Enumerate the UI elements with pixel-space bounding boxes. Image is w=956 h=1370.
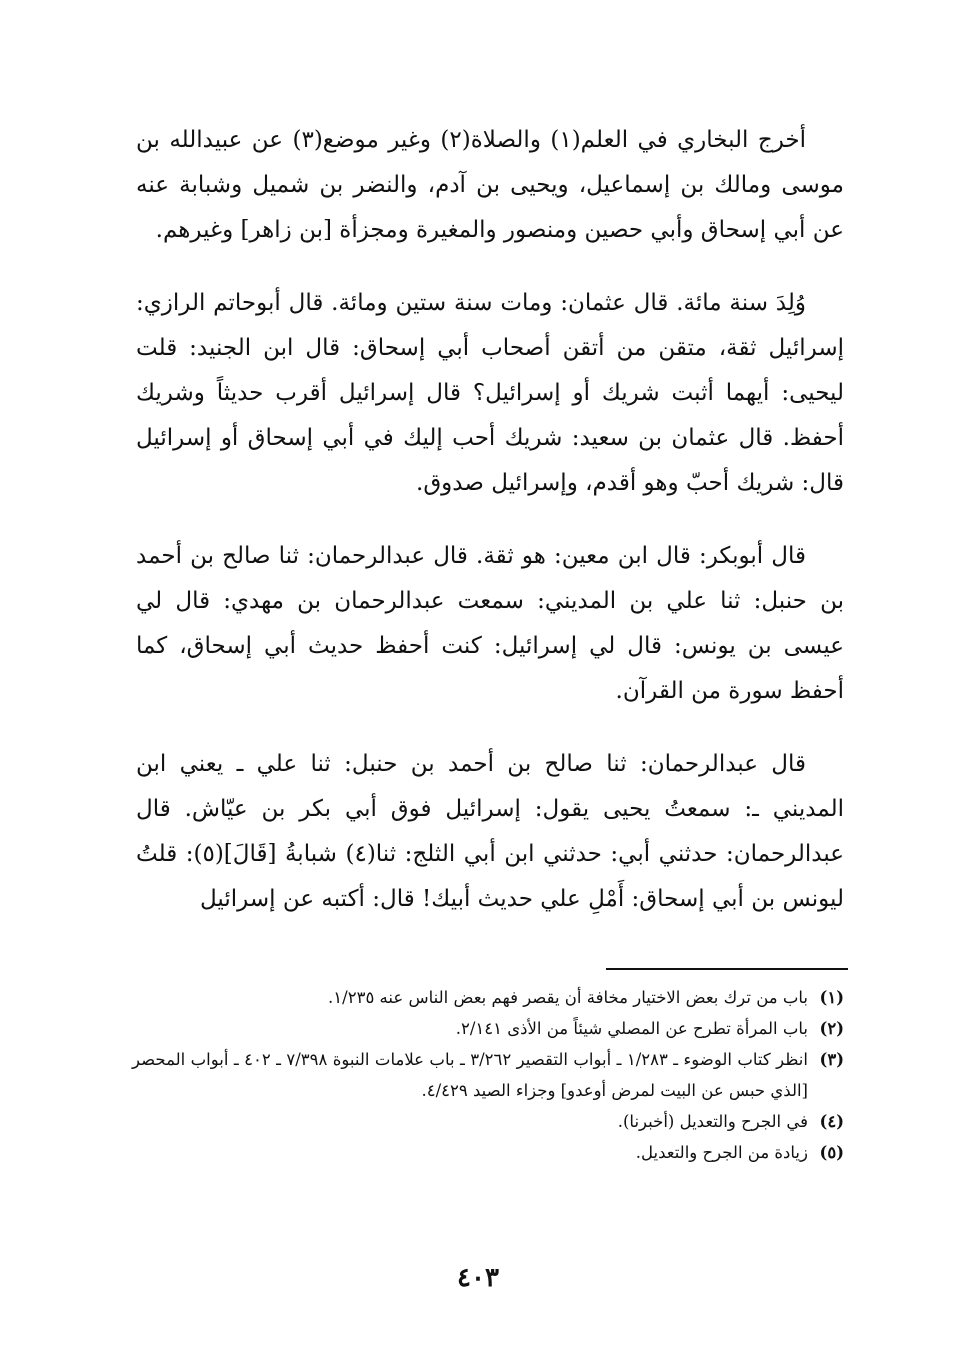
- footnote: [132, 1137, 844, 1168]
- footnote: [132, 982, 844, 1013]
- footnote-number: (٥): [819, 1143, 844, 1162]
- paragraph: أخرج البخاري في العلم(١) والصلاة(٢) وغير موضع(٣) عن عبيدالله بن موسى ومالك بن إسماعيل، ويحيى بن آدم، والنضر بن شميل وشبابة عنه عن أبي إسحاق وأبي حصين ومنصور والمغيرة ومجزأة [بن زاهر] وغيرهم.: [136, 127, 844, 243]
- footnote-text: زيادة من الجرح والتعديل.: [635, 1143, 808, 1162]
- footnotes: [132, 982, 844, 1168]
- footnote-text: انظر كتاب الوضوء ـ ١/٢٨٣ ـ أبواب التقصير ٣/٢٦٢ ـ باب علامات النبوة ٧/٣٩٨ ـ ٤٠٢ ـ أبواب المحصر [الذي حبس عن البيت لمرض أوعدو] وجزاء الصيد ٤/٤٢٩.: [132, 1050, 808, 1100]
- footnote: [132, 1044, 844, 1106]
- paragraph: وُلِدَ سنة مائة. قال عثمان: ومات سنة ستين ومائة. قال أبوحاتم الرازي: إسرائيل ثقة، متقن من أتقن أصحاب أبي إسحاق: قال ابن الجنيد: قلت ليحيى: أيهما أثبت شريك أو إسرائيل؟ قال إسرائيل أقرب حديثاً وشريك أحفظ. قال عثمان بن سعيد: شريك أحب إليك في أبي إسحاق أو إسرائيل قال: شريك أحبّ وهو أقدم، وإسرائيل صدوق.: [136, 290, 844, 496]
- footnote-text: باب المرأة تطرح عن المصلي شيئاً من الأذى ٢/١٤١.: [455, 1019, 808, 1038]
- footnote-text: باب من ترك بعض الاختيار مخافة أن يقصر فهم بعض الناس عنه ١/٢٣٥.: [328, 988, 808, 1007]
- footnote: [132, 1106, 844, 1137]
- footnote-number: (٢): [819, 1019, 844, 1038]
- footnote: [132, 1013, 844, 1044]
- footnote-separator: [606, 968, 848, 970]
- main-text: [136, 118, 844, 950]
- paragraph: قال عبدالرحمان: ثنا صالح بن أحمد بن حنبل: ثنا علي ـ يعني ابن المديني ـ: سمعتُ يحيى يقول: إسرائيل فوق أبي بكر بن عيّاش. قال عبدالرحمان: حدثني أبي: حدثني ابن أبي الثلج: ثنا(٤) شبابةُ [قَالَ](٥): قلتُ ليونس بن أبي إسحاق: أَمْلِ علي حديث أبيك! قال: أكتبه عن إسرائيل: [136, 751, 844, 912]
- footnote-text: في الجرح والتعديل (أخبرنا).: [617, 1112, 808, 1131]
- footnote-number: (٤): [819, 1112, 844, 1131]
- footnote-number: (١): [819, 988, 844, 1007]
- page-number: ٤٠٣: [457, 1263, 499, 1293]
- footnote-number: (٣): [819, 1050, 844, 1069]
- paragraph: قال أبوبكر: قال ابن معين: هو ثقة. قال عبدالرحمان: ثنا صالح بن أحمد بن حنبل: ثنا علي بن المديني: سمعت عبدالرحمان بن مهدي: قال لي عيسى بن يونس: قال لي إسرائيل: كنت أحفظ حديث أبي إسحاق، كما أحفظ سورة من القرآن.: [136, 543, 844, 704]
